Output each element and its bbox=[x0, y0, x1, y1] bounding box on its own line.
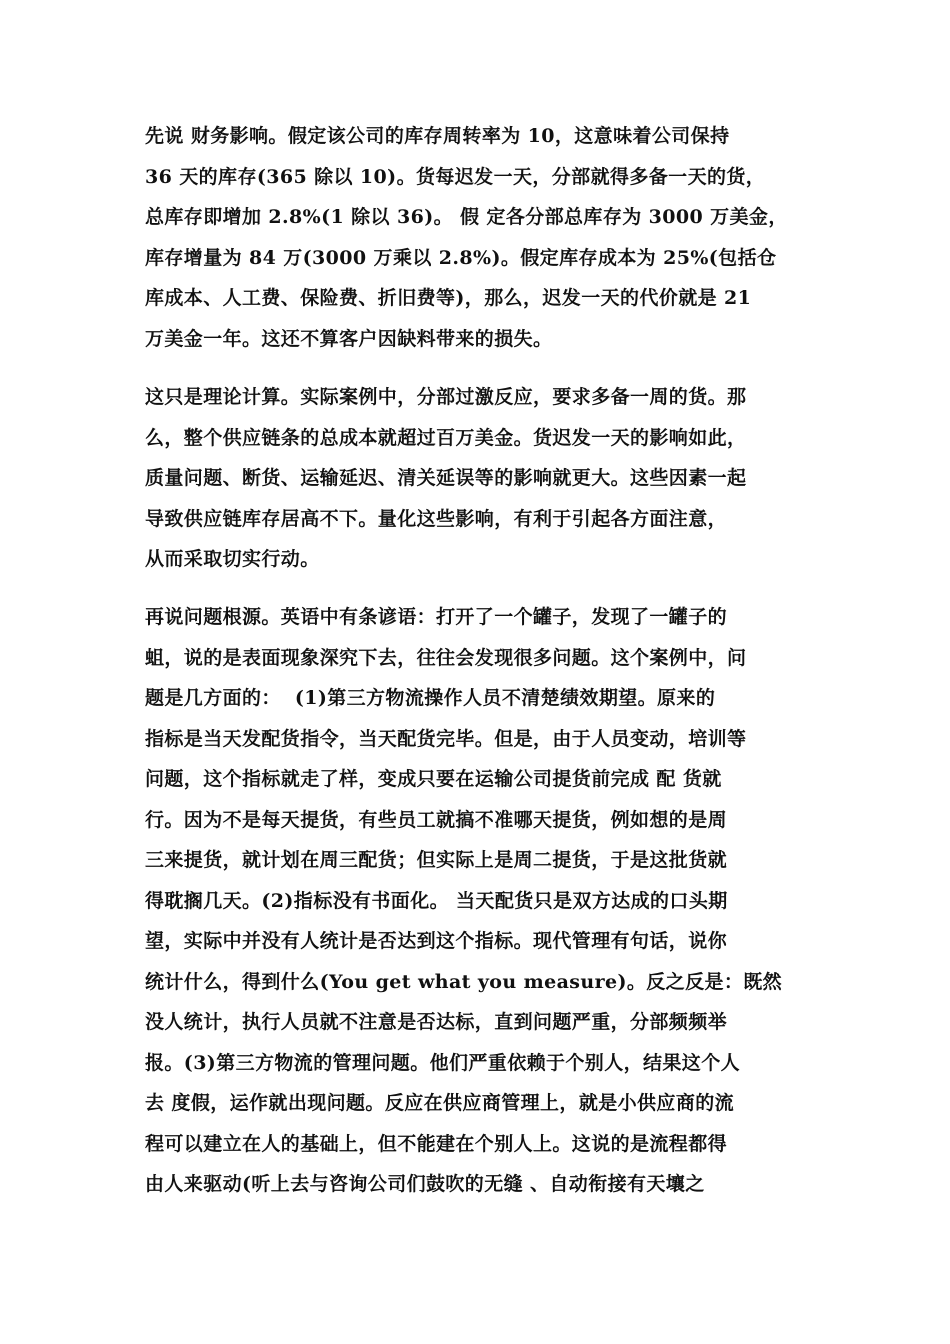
text-line: 由人来驱动(听上去与咨询公司们鼓吹的无缝 、自动衔接有天壤之 bbox=[145, 1173, 705, 1195]
text-line: 导致供应链库存居高不下。量化这些影响，有利于引起各方面注意， bbox=[145, 507, 728, 530]
text-line: 再说问题根源。英语中有条谚语：打开了一个罐子，发现了一罐子的 bbox=[145, 606, 728, 628]
text-line: 库存增量为 84 万(3000 万乘以 2.8%)。假定库存成本为 25%(包括仓 bbox=[145, 246, 777, 269]
text-line: 得耽搁几天。(2)指标没有书面化。 当天配货只是双方达成的口头期 bbox=[145, 889, 728, 912]
paragraph-financial-impact bbox=[145, 116, 815, 359]
text-line: 库成本、人工费、保险费、折旧费等)，那么，迟发一天的代价就是 21 bbox=[145, 287, 752, 309]
text-line: 从而采取切实行动。 bbox=[145, 548, 320, 570]
text-line: 这只是理论计算。实际案例中，分部过激反应，要求多备一周的货。那 bbox=[145, 386, 747, 408]
text-line: 程可以建立在人的基础上，但不能建在个别人上。这说的是流程都得 bbox=[145, 1132, 728, 1155]
text-line: 质量问题、断货、运输延迟、清关延误等的影响就更大。这些因素一起 bbox=[145, 467, 747, 489]
text-line: 题是几方面的： (1)第三方物流操作人员不清楚绩效期望。原来的 bbox=[145, 687, 716, 709]
text-line: 没人统计，执行人员就不注意是否达标，直到问题严重，分部频频举 bbox=[145, 1011, 728, 1033]
text-line: 总库存即增加 2.8%(1 除以 36)。 假 定各分部总库存为 3000 万美金， bbox=[145, 206, 788, 228]
text-line: 先说 财务影响。假定该公司的库存周转率为 10，这意味着公司保持 bbox=[145, 125, 730, 147]
text-line: 万美金一年。这还不算客户因缺料带来的损失。 bbox=[145, 327, 553, 350]
paragraph-root-causes bbox=[145, 597, 815, 1205]
text-line: 望，实际中并没有人统计是否达到这个指标。现代管理有句话，说你 bbox=[145, 930, 728, 952]
text-line: 去 度假，运作就出现问题。反应在供应商管理上，就是小供应商的流 bbox=[145, 1092, 735, 1114]
text-line: 问题，这个指标就走了样，变成只要在运输公司提货前完成 配 货就 bbox=[145, 768, 722, 790]
text-line: 36 天的库存(365 除以 10)。货每迟发一天，分部就得多备一天的货， bbox=[145, 165, 766, 188]
text-line: 蛆，说的是表面现象深究下去，往往会发现很多问题。这个案例中，问 bbox=[145, 646, 747, 669]
text-line: 报。(3)第三方物流的管理问题。他们严重依赖于个别人，结果这个人 bbox=[145, 1051, 741, 1074]
text-line: 行。因为不是每天提货，有些员工就搞不准哪天提货，例如想的是周 bbox=[145, 808, 728, 831]
paragraph-theoretical-calculation bbox=[145, 377, 815, 580]
text-line: 么，整个供应链条的总成本就超过百万美金。货迟发一天的影响如此， bbox=[145, 426, 747, 449]
text-line: 三来提货，就计划在周三配货；但实际上是周二提货，于是这批货就 bbox=[145, 849, 728, 871]
text-line: 指标是当天发配货指令，当天配货完毕。但是，由于人员变动，培训等 bbox=[145, 727, 747, 750]
text-line: 统计什么，得到什么(You get what you measure)。反之反是：既然 bbox=[145, 970, 783, 993]
